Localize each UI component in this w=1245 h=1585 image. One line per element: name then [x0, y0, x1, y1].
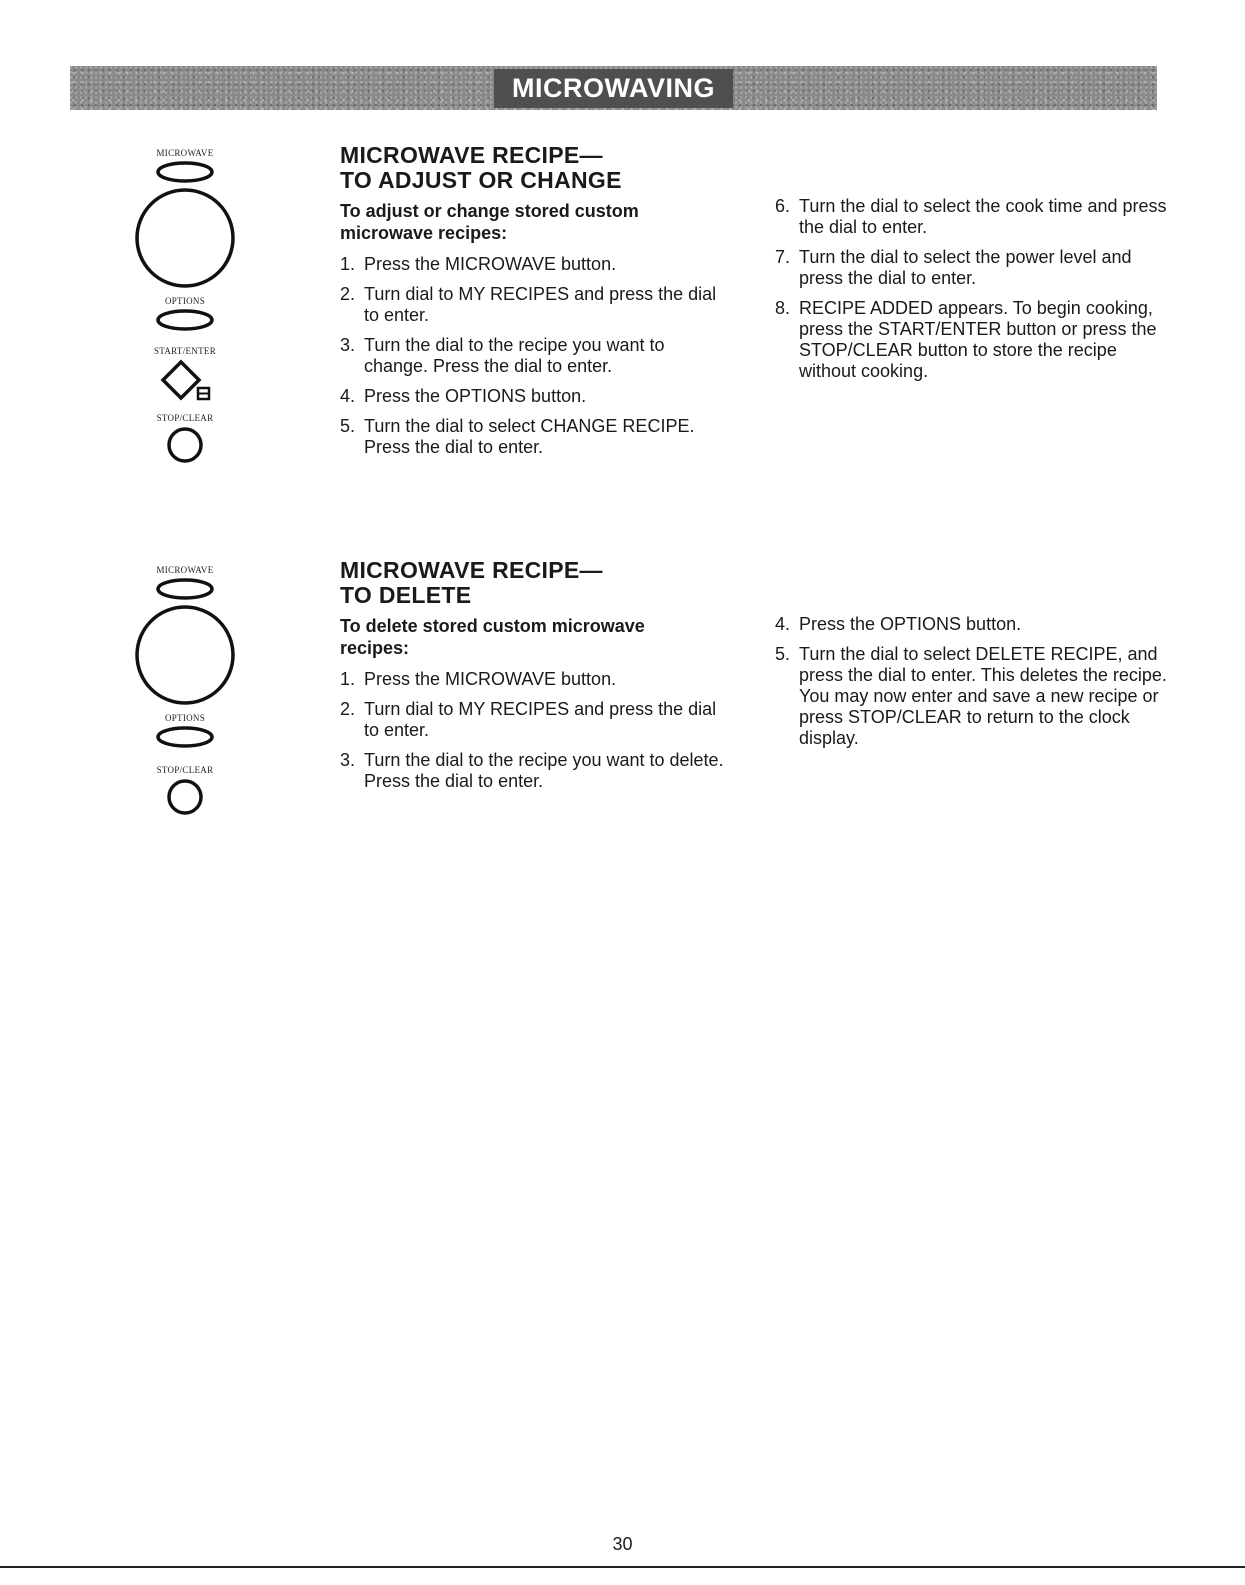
- bottom-rule: [0, 1566, 1245, 1568]
- banner-title: MICROWAVING: [494, 69, 733, 108]
- adjust-steps-right-column: [775, 196, 1170, 391]
- page-number: 30: [612, 1534, 633, 1554]
- list-item: [775, 196, 1170, 238]
- list-item: [340, 284, 725, 326]
- step-text: Press the MICROWAVE button.: [364, 669, 617, 689]
- step-number: 7.: [775, 247, 791, 267]
- adjust-steps-list: [340, 254, 725, 458]
- title-line-1: MICROWAVE RECIPE—: [340, 557, 603, 583]
- step-number: 2.: [340, 699, 356, 719]
- step-text: Press the OPTIONS button.: [799, 614, 1022, 634]
- delete-steps-left-column: [340, 615, 725, 801]
- delete-intro: [340, 615, 725, 659]
- options-button-label: OPTIONS: [164, 713, 206, 723]
- step-text: Turn the dial to select DELETE RECIPE, and press the dial to enter. This deletes the recipe. You may now enter and save a new recipe or press STOP/CLEAR to return to the clock display.: [799, 644, 1167, 748]
- delete-steps-list-continued: [775, 614, 1170, 749]
- step-text: Turn dial to MY RECIPES and press the dial to enter.: [364, 284, 717, 325]
- step-number: 3.: [340, 750, 356, 770]
- list-item: [340, 254, 725, 275]
- stop-clear-button-icon: [163, 777, 207, 817]
- adjust-steps-list-continued: [775, 196, 1170, 382]
- list-item: [340, 699, 725, 741]
- options-button-label: OPTIONS: [164, 296, 206, 306]
- stop-clear-button-label: STOP/CLEAR: [156, 413, 214, 423]
- stop-clear-button-label: STOP/CLEAR: [156, 765, 214, 775]
- start-enter-button-label: START/ENTER: [153, 346, 217, 356]
- delete-recipe-title: [340, 558, 1170, 608]
- intro-line-1: To adjust or change stored custom: [340, 201, 639, 221]
- adjust-steps-left-column: [340, 200, 725, 467]
- step-text: Press the OPTIONS button.: [364, 386, 587, 406]
- list-item: [340, 335, 725, 377]
- list-item: [340, 386, 725, 407]
- title-line-1: MICROWAVE RECIPE—: [340, 142, 603, 168]
- step-number: 1.: [340, 254, 356, 274]
- microwave-button-label: MICROWAVE: [156, 148, 214, 158]
- start-enter-button-icon: [155, 358, 215, 402]
- step-number: 6.: [775, 196, 791, 216]
- section-banner: [70, 66, 1157, 110]
- step-number: 8.: [775, 298, 791, 318]
- microwave-button-label: MICROWAVE: [156, 565, 214, 575]
- step-number: 4.: [340, 386, 356, 406]
- step-number: 5.: [340, 416, 356, 436]
- step-text: Turn the dial to select the cook time and press the dial to enter.: [799, 196, 1167, 237]
- stop-clear-button-icon: [163, 425, 207, 465]
- step-text: Turn dial to MY RECIPES and press the dial to enter.: [364, 699, 717, 740]
- step-number: 1.: [340, 669, 356, 689]
- adjust-recipe-section: [340, 143, 1170, 503]
- adjust-recipe-title: [340, 143, 1170, 193]
- step-text: Turn the dial to the recipe you want to change. Press the dial to enter.: [364, 335, 665, 376]
- list-item: [340, 669, 725, 690]
- delete-recipe-section: [340, 558, 1170, 818]
- list-item: [340, 416, 725, 458]
- title-line-2: TO ADJUST OR CHANGE: [340, 167, 622, 193]
- microwave-button-icon: [154, 577, 216, 601]
- delete-steps-list: [340, 669, 725, 792]
- step-text: Turn the dial to select the power level and press the dial to enter.: [799, 247, 1132, 288]
- intro-line-2: recipes:: [340, 638, 410, 658]
- list-item: [775, 644, 1170, 749]
- list-item: [775, 247, 1170, 289]
- list-item: [340, 750, 725, 792]
- intro-line-2: microwave recipes:: [340, 223, 508, 243]
- delete-steps-right-column: [775, 614, 1170, 758]
- step-text: Press the MICROWAVE button.: [364, 254, 617, 274]
- adjust-intro: [340, 200, 725, 244]
- dial-icon: [130, 186, 240, 290]
- options-button-icon: [154, 725, 216, 749]
- title-line-2: TO DELETE: [340, 582, 472, 608]
- step-text: Turn the dial to select CHANGE RECIPE. Press the dial to enter.: [364, 416, 695, 457]
- list-item: [775, 614, 1170, 635]
- step-number: 2.: [340, 284, 356, 304]
- dial-icon: [130, 603, 240, 707]
- options-button-icon: [154, 308, 216, 332]
- intro-line-1: To delete stored custom microwave: [340, 616, 645, 636]
- list-item: [775, 298, 1170, 382]
- step-number: 5.: [775, 644, 791, 664]
- step-number: 4.: [775, 614, 791, 634]
- step-text: RECIPE ADDED appears. To begin cooking, press the START/ENTER button or press the STOP/CLEAR button to store the recipe without cooking.: [799, 298, 1157, 381]
- step-text: Turn the dial to the recipe you want to delete. Press the dial to enter.: [364, 750, 724, 791]
- step-number: 3.: [340, 335, 356, 355]
- microwave-button-icon: [154, 160, 216, 184]
